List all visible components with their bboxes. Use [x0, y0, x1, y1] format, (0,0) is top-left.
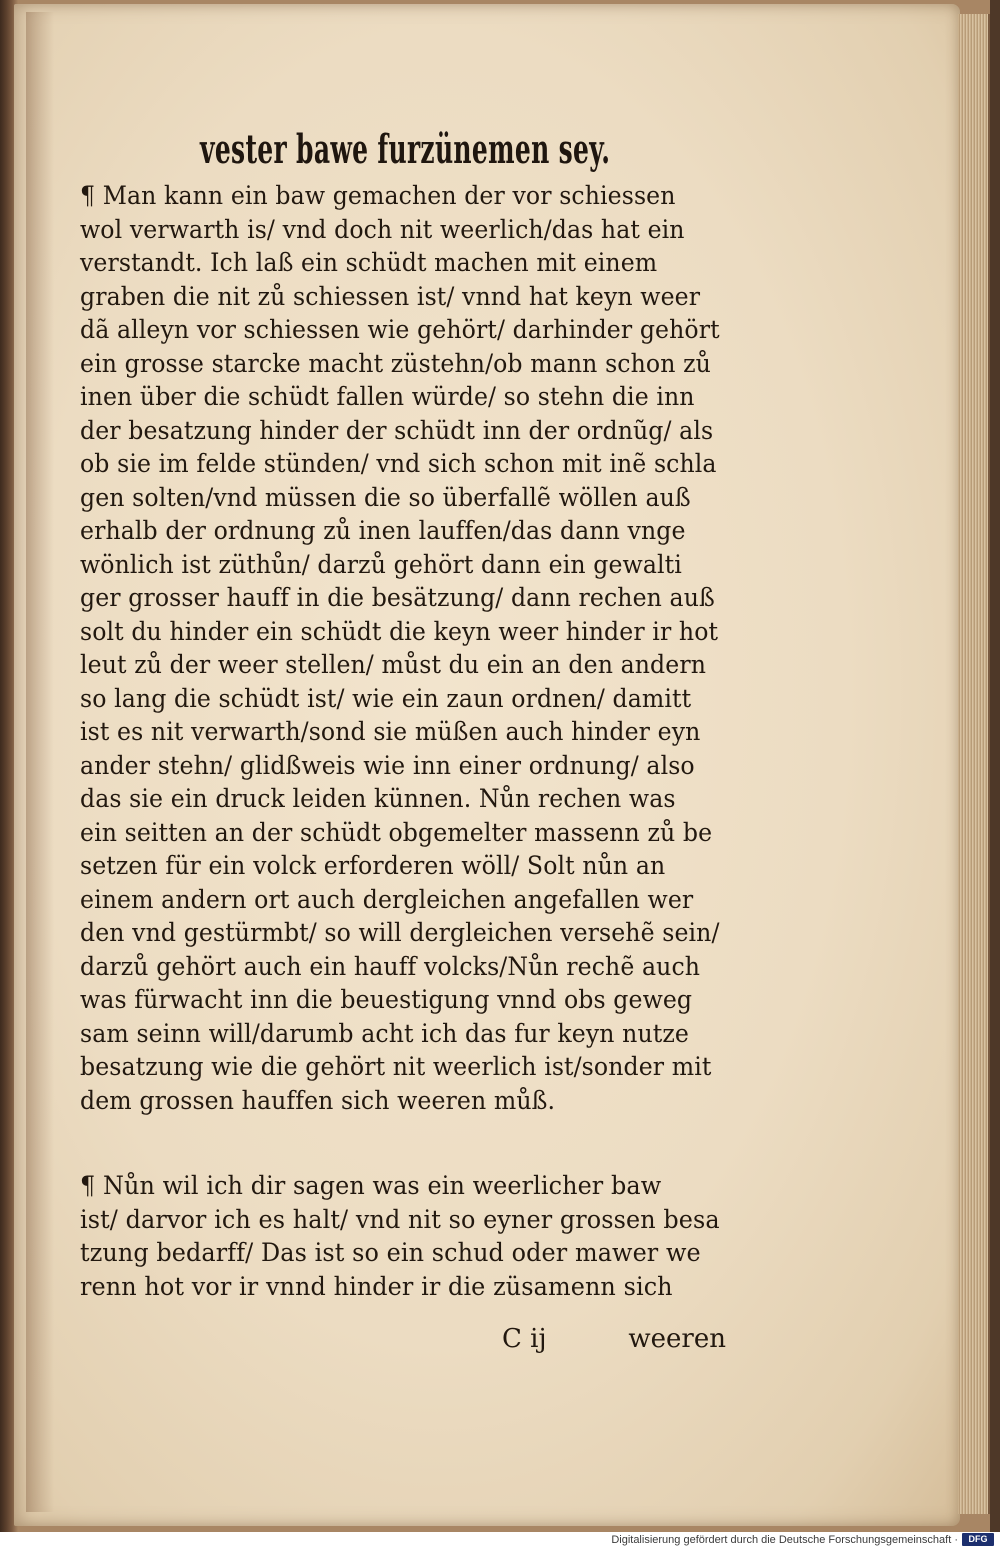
text-line: dã alleyn vor schiessen wie gehört/ darhinder gehört [80, 315, 720, 345]
dfg-logo: DFG [962, 1533, 994, 1546]
page-heading: vester bawe furzünemen sey. [200, 126, 611, 173]
text-line: ein grosse starcke macht züstehn/ob mann schon zů [80, 348, 711, 379]
text-line: dem grossen hauffen sich weeren můß. [80, 1085, 556, 1116]
text-line: inen über die schüdt fallen würde/ so stehn die inn [80, 382, 695, 412]
text-line: wol verwarth is/ vnd doch nit weerlich/das hat ein [80, 214, 685, 245]
text-line: leut zů der weer stellen/ můst du ein an den andern [80, 650, 707, 680]
text-line: ist es nit verwarth/sond sie müßen auch hinder eyn [80, 717, 701, 747]
text-line: gen solten/vnd müssen die so überfallẽ wöllen auß [80, 482, 691, 513]
text-line: ger grosser hauff in die besätzung/ dann rechen auß [80, 583, 715, 613]
text-line: so lang die schüdt ist/ wie ein zaun ordnen/ damitt [80, 683, 692, 714]
page-edge-stack [958, 14, 992, 1514]
text-line: das sie ein druck leiden künnen. Nůn rechen was [80, 784, 676, 814]
catchword: weeren [628, 1324, 726, 1354]
text-line: graben die nit zů schiessen ist/ vnnd hat keyn weer [80, 281, 701, 312]
text-line: darzů gehört auch ein hauff volcks/Nůn rechẽ auch [80, 951, 701, 982]
page-footer-row [502, 1322, 726, 1356]
paragraph-2 [80, 1170, 763, 1304]
text-line: wönlich ist züthůn/ darzů gehört dann ein gewalti [80, 549, 682, 580]
text-line: ist/ darvor ich es halt/ vnd nit so eyner grossen besa [80, 1204, 720, 1235]
text-line: ein seitten an der schüdt obgemelter massenn zů be [80, 817, 713, 848]
text-line: solt du hinder ein schüdt die keyn weer hinder ir hot [80, 616, 719, 647]
text-line: besatzung wie die gehört nit weerlich ist/sonder mit [80, 1052, 712, 1082]
text-line: der besatzung hinder der schüdt inn der ordnũg/ als [80, 415, 714, 446]
text-line: ander stehn/ glidßweis wie inn einer ordnung/ also [80, 750, 695, 781]
credit-text: Digitalisierung gefördert durch die Deutsche Forschungsgemeinschaft · [611, 1534, 958, 1546]
text-line: verstandt. Ich laß ein schüdt machen mit einem [80, 248, 658, 278]
signature-mark: C ij [502, 1324, 547, 1354]
text-line: sam seinn will/darumb acht ich das fur keyn nutze [80, 1018, 689, 1049]
text-line: was fürwacht inn die beuestigung vnnd obs geweg [80, 985, 693, 1015]
text-line: renn hot vor ir vnnd hinder ir die züsamenn sich [80, 1271, 673, 1302]
text-line: einem andern ort auch dergleichen angefallen wer [80, 884, 694, 915]
text-line: erhalb der ordnung zů inen lauffen/das dann vnge [80, 516, 686, 546]
text-line: ¶ Nůn wil ich dir sagen was ein weerlicher baw [80, 1171, 662, 1201]
paragraph-1 [80, 180, 771, 1118]
text-line: den vnd gestürmbt/ so will dergleichen versehẽ sein/ [80, 918, 720, 948]
text-line: setzen für ein volck erforderen wöll/ Solt nůn an [80, 851, 666, 881]
text-line: tzung bedarff/ Das ist so ein schud oder mawer we [80, 1238, 701, 1268]
book-page [14, 4, 960, 1526]
credit-bar [0, 1532, 1000, 1548]
text-line: ob sie im felde stünden/ vnd sich schon mit inẽ schla [80, 449, 717, 479]
book-cover-edge [990, 0, 1000, 1532]
text-line: ¶ Man kann ein baw gemachen der vor schiessen [80, 181, 676, 211]
